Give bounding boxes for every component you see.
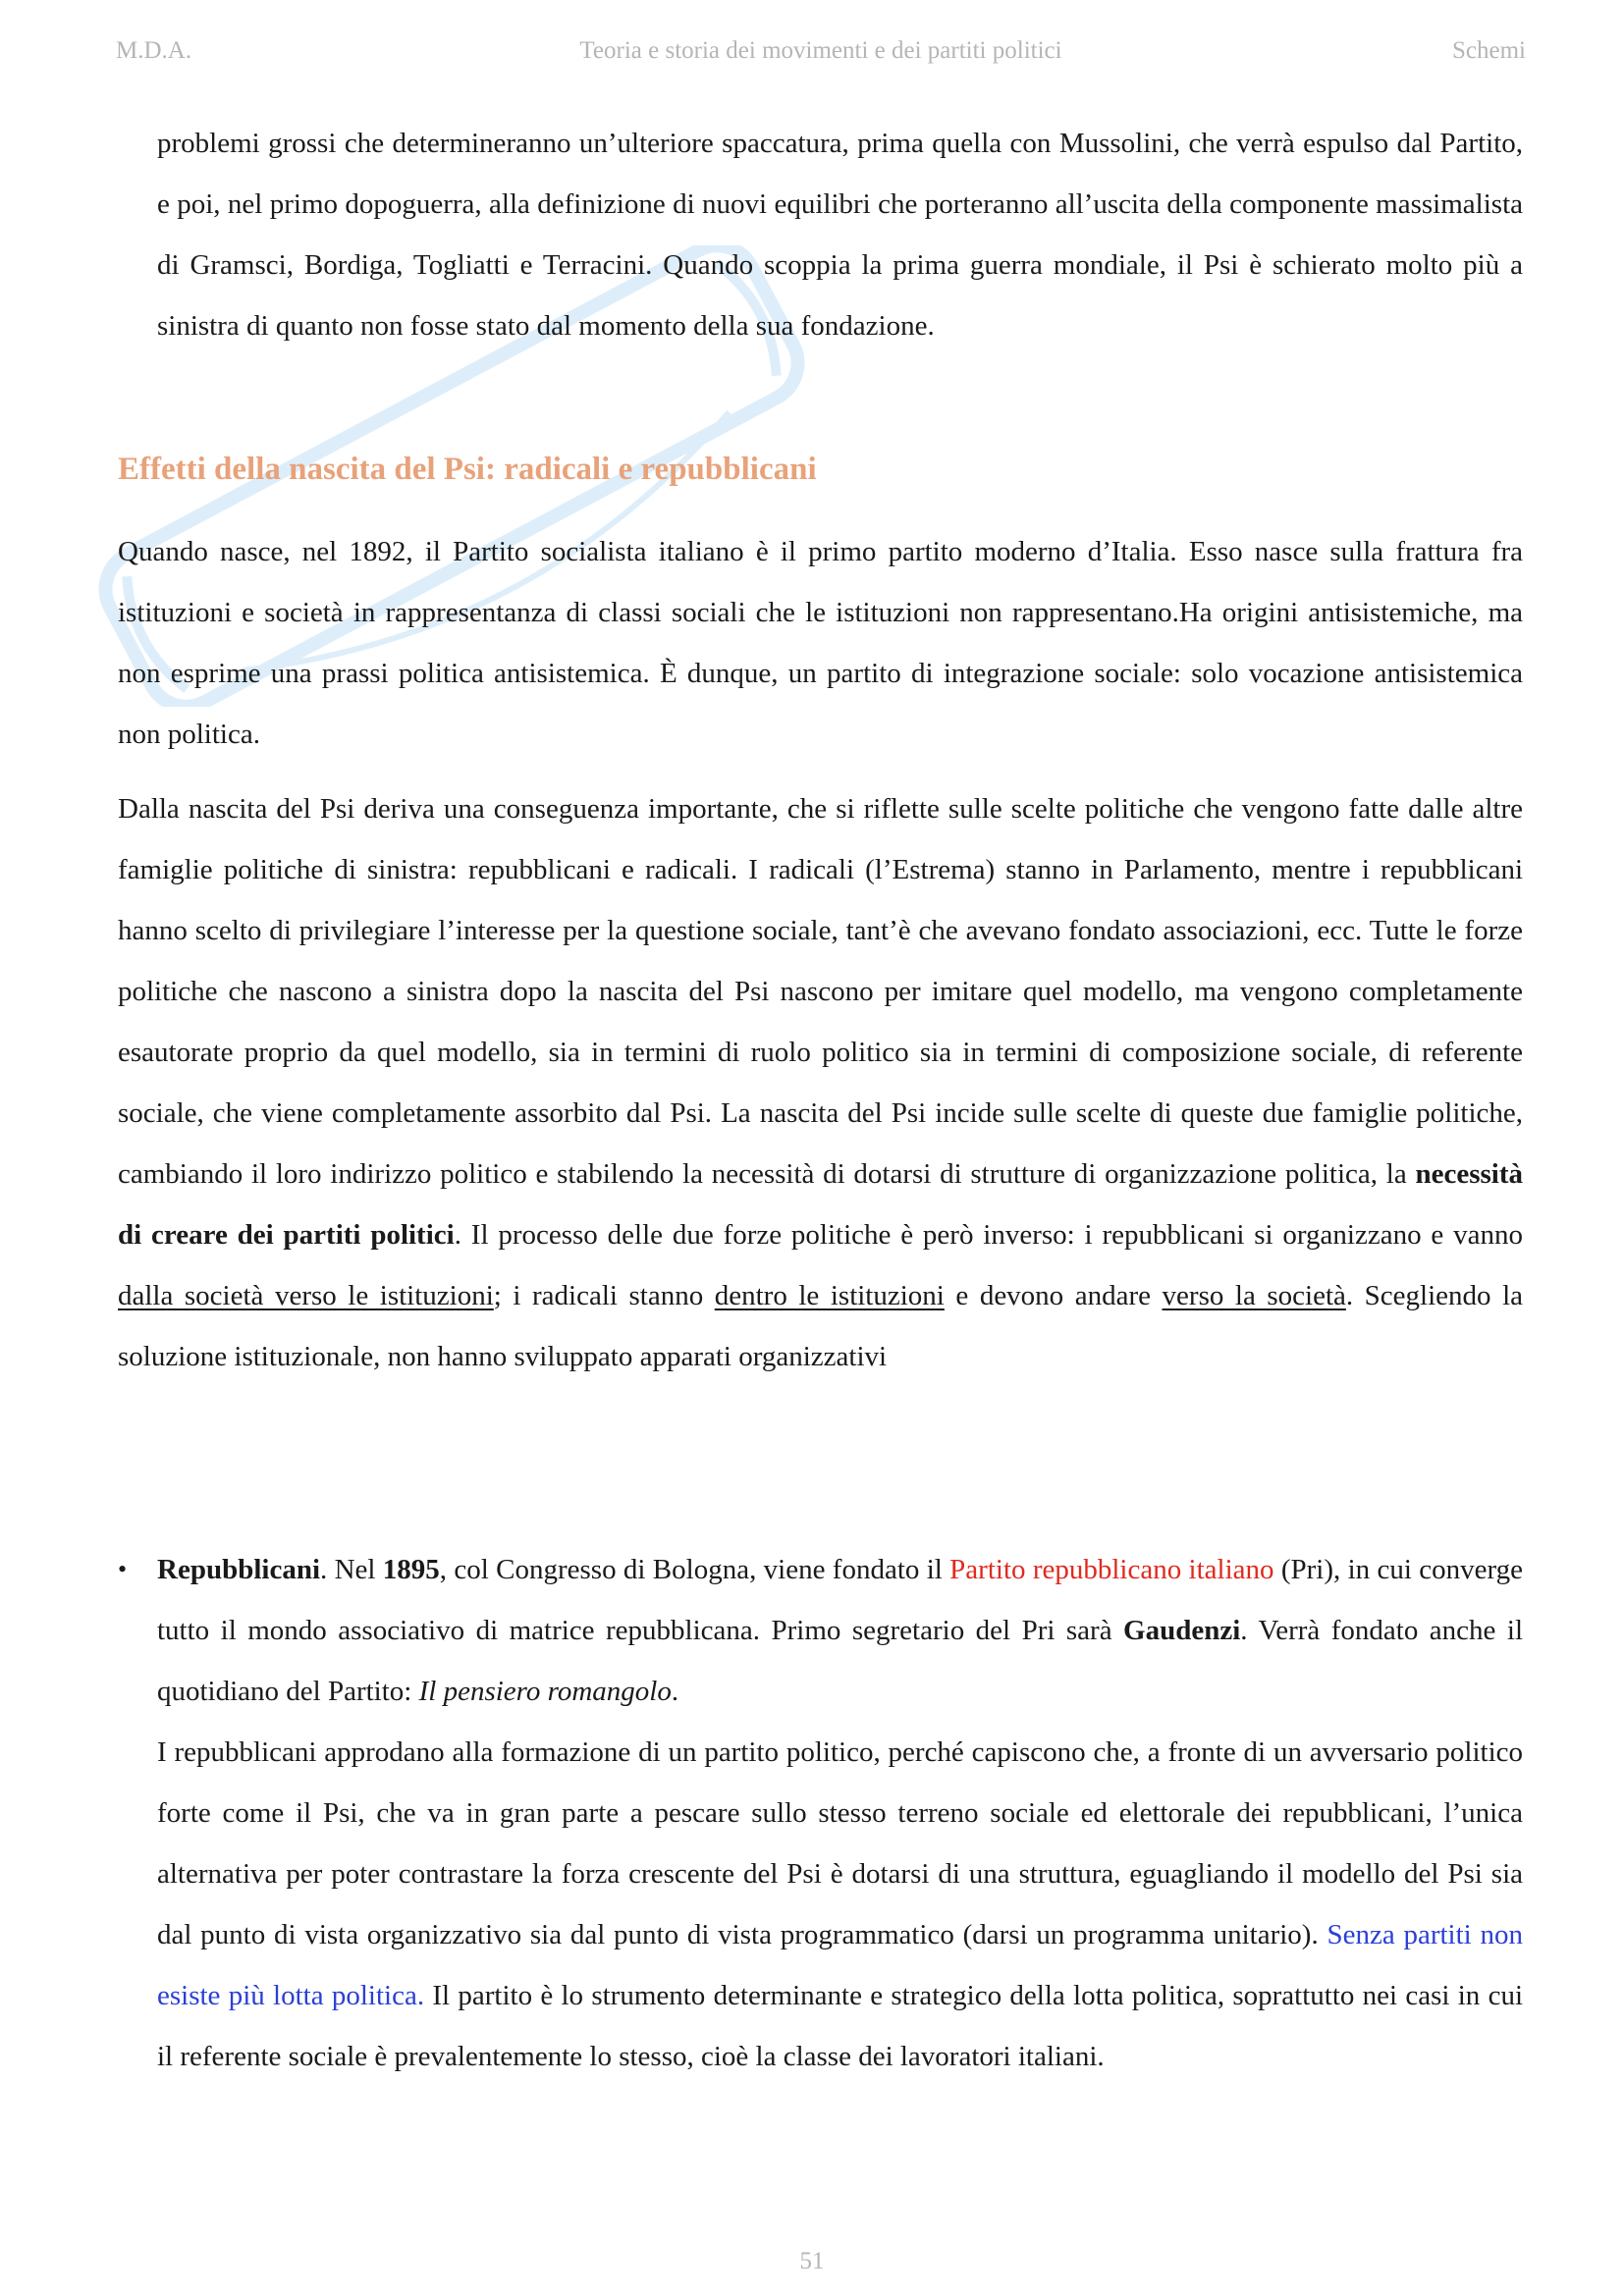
paragraph-3 — [157, 1722, 1523, 2087]
bullet-year: 1895 — [382, 1554, 440, 1585]
paragraph-2-text: ; i radicali stanno — [493, 1280, 715, 1311]
bullet-text: . — [671, 1676, 679, 1707]
header-course-title: Teoria e storia dei movimenti e dei partiti politici — [579, 37, 1062, 64]
newspaper-name: Il pensiero romangolo — [418, 1676, 672, 1707]
bullet-marker: • — [118, 1555, 128, 1583]
underlined-phrase: verso la società — [1162, 1280, 1346, 1311]
bullet-text: , col Congresso di Bologna, viene fondato il — [439, 1554, 950, 1585]
paragraph-1: Quando nasce, nel 1892, il Partito socialista italiano è il primo partito moderno d’Italia. Esso nasce sulla frattura fra istituzioni e società in rappresentanza di classi sociali che le istituzioni non rappresentano.Ha origini antisistemiche, ma non esprime una prassi politica antisistemica. È dunque, un partito di integrazione sociale: solo vocazione antisistemica non politica. — [118, 536, 1523, 750]
header-author: M.D.A. — [116, 37, 192, 64]
bullet-label: Repubblicani — [157, 1554, 320, 1585]
page-header — [116, 37, 1526, 73]
bullet-text: (Pri), in cui converge tutto il mondo associativo di matrice repubblicana. Primo segretario del Pri sarà — [157, 1554, 1524, 1646]
paragraph-2-text: . Il processo delle due forze politiche è però inverso: i repubblicani si organizzano e vanno — [454, 1219, 1523, 1251]
header-section: Schemi — [1452, 37, 1526, 64]
paragraph-2-text: e devono andare — [944, 1280, 1163, 1311]
bullet-text: . Verrà fondato anche il quotidiano del Partito: — [157, 1615, 1524, 1707]
bullet-text: . Nel — [320, 1554, 383, 1585]
underlined-phrase: dalla società verso le istituzioni — [118, 1280, 494, 1311]
intro-paragraph: problemi grossi che determineranno un’ulteriore spaccatura, prima quella con Mussolini, che verrà espulso dal Partito, e poi, nel primo dopoguerra, alla definizione di nuovi equilibri che porteranno all’uscita della componente massimalista di Gramsci, Bordiga, Togliatti e Terracini. Quando scoppia la prima guerra mondiale, il Psi è schierato molto più a sinistra di quanto non fosse stato dal momento della sua fondazione. — [157, 128, 1523, 342]
highlighted-sentence: Senza partiti non esiste più lotta politica. — [157, 1919, 1523, 2011]
page-number: 51 — [799, 2248, 825, 2274]
paragraph-2-text: Dalla nascita del Psi deriva una conseguenza importante, che si riflette sulle scelte politiche che vengono fatte dalle altre famiglie politiche di sinistra: repubblicani e radicali. I radicali (l’Estrema) stanno in Parlamento, mentre i repubblicani hanno scelto di privilegiare l’interesse per la questione sociale, tant’è che avevano fondato associazioni, ecc. Tutte le forze politiche che nascono a sinistra dopo la nascita del Psi nascono per imitare quel modello, ma vengono completamente esautorate proprio da quel modello, sia in termini di ruolo politico sia in termini di composizione sociale, di referente sociale, che viene completamente assorbito dal Psi. La nascita del Psi incide sulle scelte di queste due famiglie politiche, cambiando il loro indirizzo politico e stabilendo la necessità di dotarsi di strutture di organizzazione politica, la — [118, 793, 1523, 1190]
bullet-repubblicani — [157, 1539, 1523, 1722]
paragraph-3-text: I repubblicani approdano alla formazione di un partito politico, perché capiscono che, a fronte di un avversario politico forte come il Psi, che va in gran parte a pescare sullo stesso terreno sociale ed elettorale dei repubblicani, l’unica alternativa per poter contrastare la forza crescente del Psi è dotarsi di una struttura, eguagliando il modello del Psi sia dal punto di vista organizzativo sia dal punto di vista programmatico (darsi un programma unitario). — [157, 1736, 1523, 1950]
paragraph-2-text: . Scegliendo la soluzione istituzionale, non hanno sviluppato apparati organizzativi — [118, 1280, 1524, 1372]
secretary-name: Gaudenzi — [1123, 1615, 1241, 1646]
paragraph-2 — [118, 778, 1523, 1387]
bold-phrase: necessità di creare dei partiti politici — [118, 1158, 1523, 1251]
party-name: Partito repubblicano italiano — [949, 1554, 1274, 1585]
underlined-phrase: dentro le istituzioni — [714, 1280, 945, 1311]
section-heading: Effetti della nascita del Psi: radicali e repubblicani — [118, 452, 817, 487]
paragraph-3-text: Il partito è lo strumento determinante e strategico della lotta politica, soprattutto nei casi in cui il referente sociale è prevalentemente lo stesso, cioè la classe dei lavoratori italiani. — [157, 1980, 1523, 2072]
